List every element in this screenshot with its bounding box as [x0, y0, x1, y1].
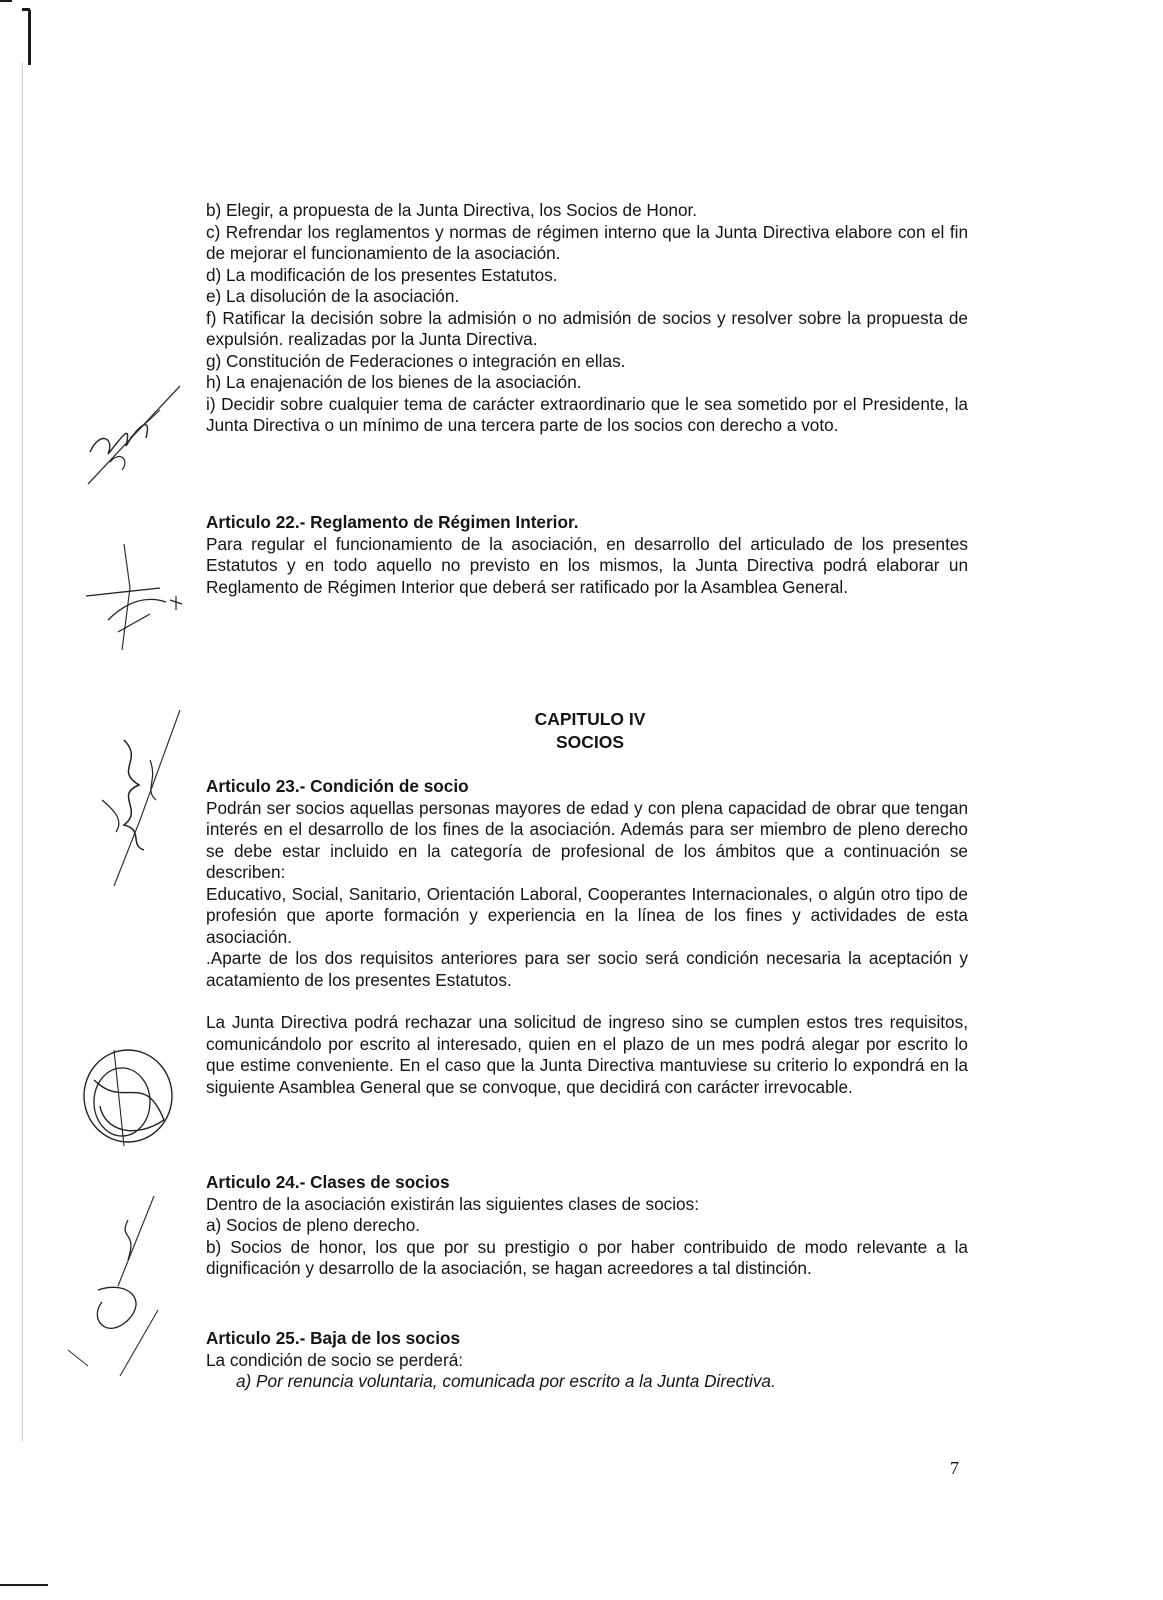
list-item: b) Elegir, a propuesta de la Junta Directiva, los Socios de Honor.	[206, 200, 698, 220]
list-item: h) La enajenación de los bienes de la asociación.	[206, 372, 582, 392]
list-item: e) La disolución de la asociación.	[206, 286, 460, 306]
list-item: d) La modificación de los presentes Estatutos.	[206, 264, 558, 285]
list-item: b) Socios de honor, los que por su prestigio o por haber contribuido de modo relevante a la dignificación y desarrollo de la asociación, se hagan acreedores a tal distinción.	[206, 1236, 968, 1278]
article-22-body: Para regular el funcionamiento de la asociación, en desarrollo del articulado de los presentes Estatutos y en todo aquello no previsto en los mismos, la Junta Directiva podrá elaborar un Reglamento de Régimen Interior que deberá ser ratificado por la Asamblea General.	[206, 533, 968, 597]
assembly-powers-list	[206, 200, 968, 437]
margin-signature-4	[64, 1030, 194, 1160]
scan-edge-line	[22, 8, 30, 11]
margin-signature-2	[78, 540, 188, 660]
article-23	[206, 776, 968, 1098]
scan-edge-line	[28, 10, 31, 65]
margin-signature-5	[58, 1190, 178, 1380]
list-item: a) Por renuncia voluntaria, comunicada por escrito a la Junta Directiva.	[236, 1371, 776, 1391]
list-item: i) Decidir sobre cualquier tema de carácter extraordinario que le sea sometido por el Presidente, la Junta Directiva o un mínimo de una tercera parte de los socios con derecho a voto.	[206, 393, 968, 435]
article-25-title: Articulo 25.- Baja de los socios	[206, 1328, 461, 1348]
chapter-heading	[480, 708, 700, 754]
chapter-number: CAPITULO IV	[534, 709, 646, 729]
article-23-title: Articulo 23.- Condición de socio	[206, 776, 469, 796]
list-item: c) Refrendar los reglamentos y normas de régimen interno que la Junta Directiva elabore con el fin de mejorar el funcionamiento de la asociación.	[206, 221, 968, 263]
scan-edge-line	[22, 62, 23, 1442]
chapter-name: SOCIOS	[555, 732, 625, 752]
page-number: 7	[950, 1458, 959, 1478]
article-25-intro: La condición de socio se perderá:	[206, 1349, 464, 1370]
list-item: g) Constitución de Federaciones o integración en ellas.	[206, 350, 626, 371]
article-24-title: Articulo 24.- Clases de socios	[206, 1172, 450, 1192]
article-24-intro: Dentro de la asociación existirán las siguientes clases de socios:	[206, 1193, 699, 1214]
scan-edge-line	[0, 1584, 48, 1586]
article-23-paragraph: La Junta Directiva podrá rechazar una solicitud de ingreso sino se cumplen estos tres requisitos, comunicándolo por escrito al interesado, quien en el plazo de un mes podrá alegar por escrito lo que estime conveniente. En el caso que la Junta Directiva mantuviese su criterio lo expondrá en la siguiente Asamblea General que se convoque, que decidirá con carácter irrevocable.	[206, 1012, 968, 1097]
list-item: a) Socios de pleno derecho.	[206, 1215, 421, 1235]
scan-edge-line	[0, 0, 12, 2]
article-22-title: Articulo 22.- Reglamento de Régimen Interior.	[206, 512, 579, 532]
list-item: f) Ratificar la decisión sobre la admisión o no admisión de socios y resolver sobre la propuesta de expulsión. realizadas por la Junta Directiva.	[206, 307, 968, 349]
article-25	[206, 1328, 968, 1393]
margin-signature-1	[60, 380, 190, 490]
article-23-paragraph: Podrán ser socios aquellas personas mayores de edad y con plena capacidad de obrar que tengan interés en el desarrollo de los fines de la asociación. Además para ser miembro de pleno derecho se debe estar incluido en la categoría de profesional de los ámbitos que a continuación se describen:	[206, 797, 968, 882]
article-23-paragraph: .Aparte de los dos requisitos anteriores para ser socio será condición necesaria la aceptación y acatamiento de los presentes Estatutos.	[206, 948, 968, 990]
article-23-paragraph: Educativo, Social, Sanitario, Orientación Laboral, Cooperantes Internacionales, o algún otro tipo de profesión que aporte formación y experiencia en la línea de los fines y actividades de esta asociación.	[206, 883, 968, 947]
article-24	[206, 1172, 968, 1280]
article-22	[206, 512, 968, 598]
margin-signature-3	[84, 700, 194, 890]
